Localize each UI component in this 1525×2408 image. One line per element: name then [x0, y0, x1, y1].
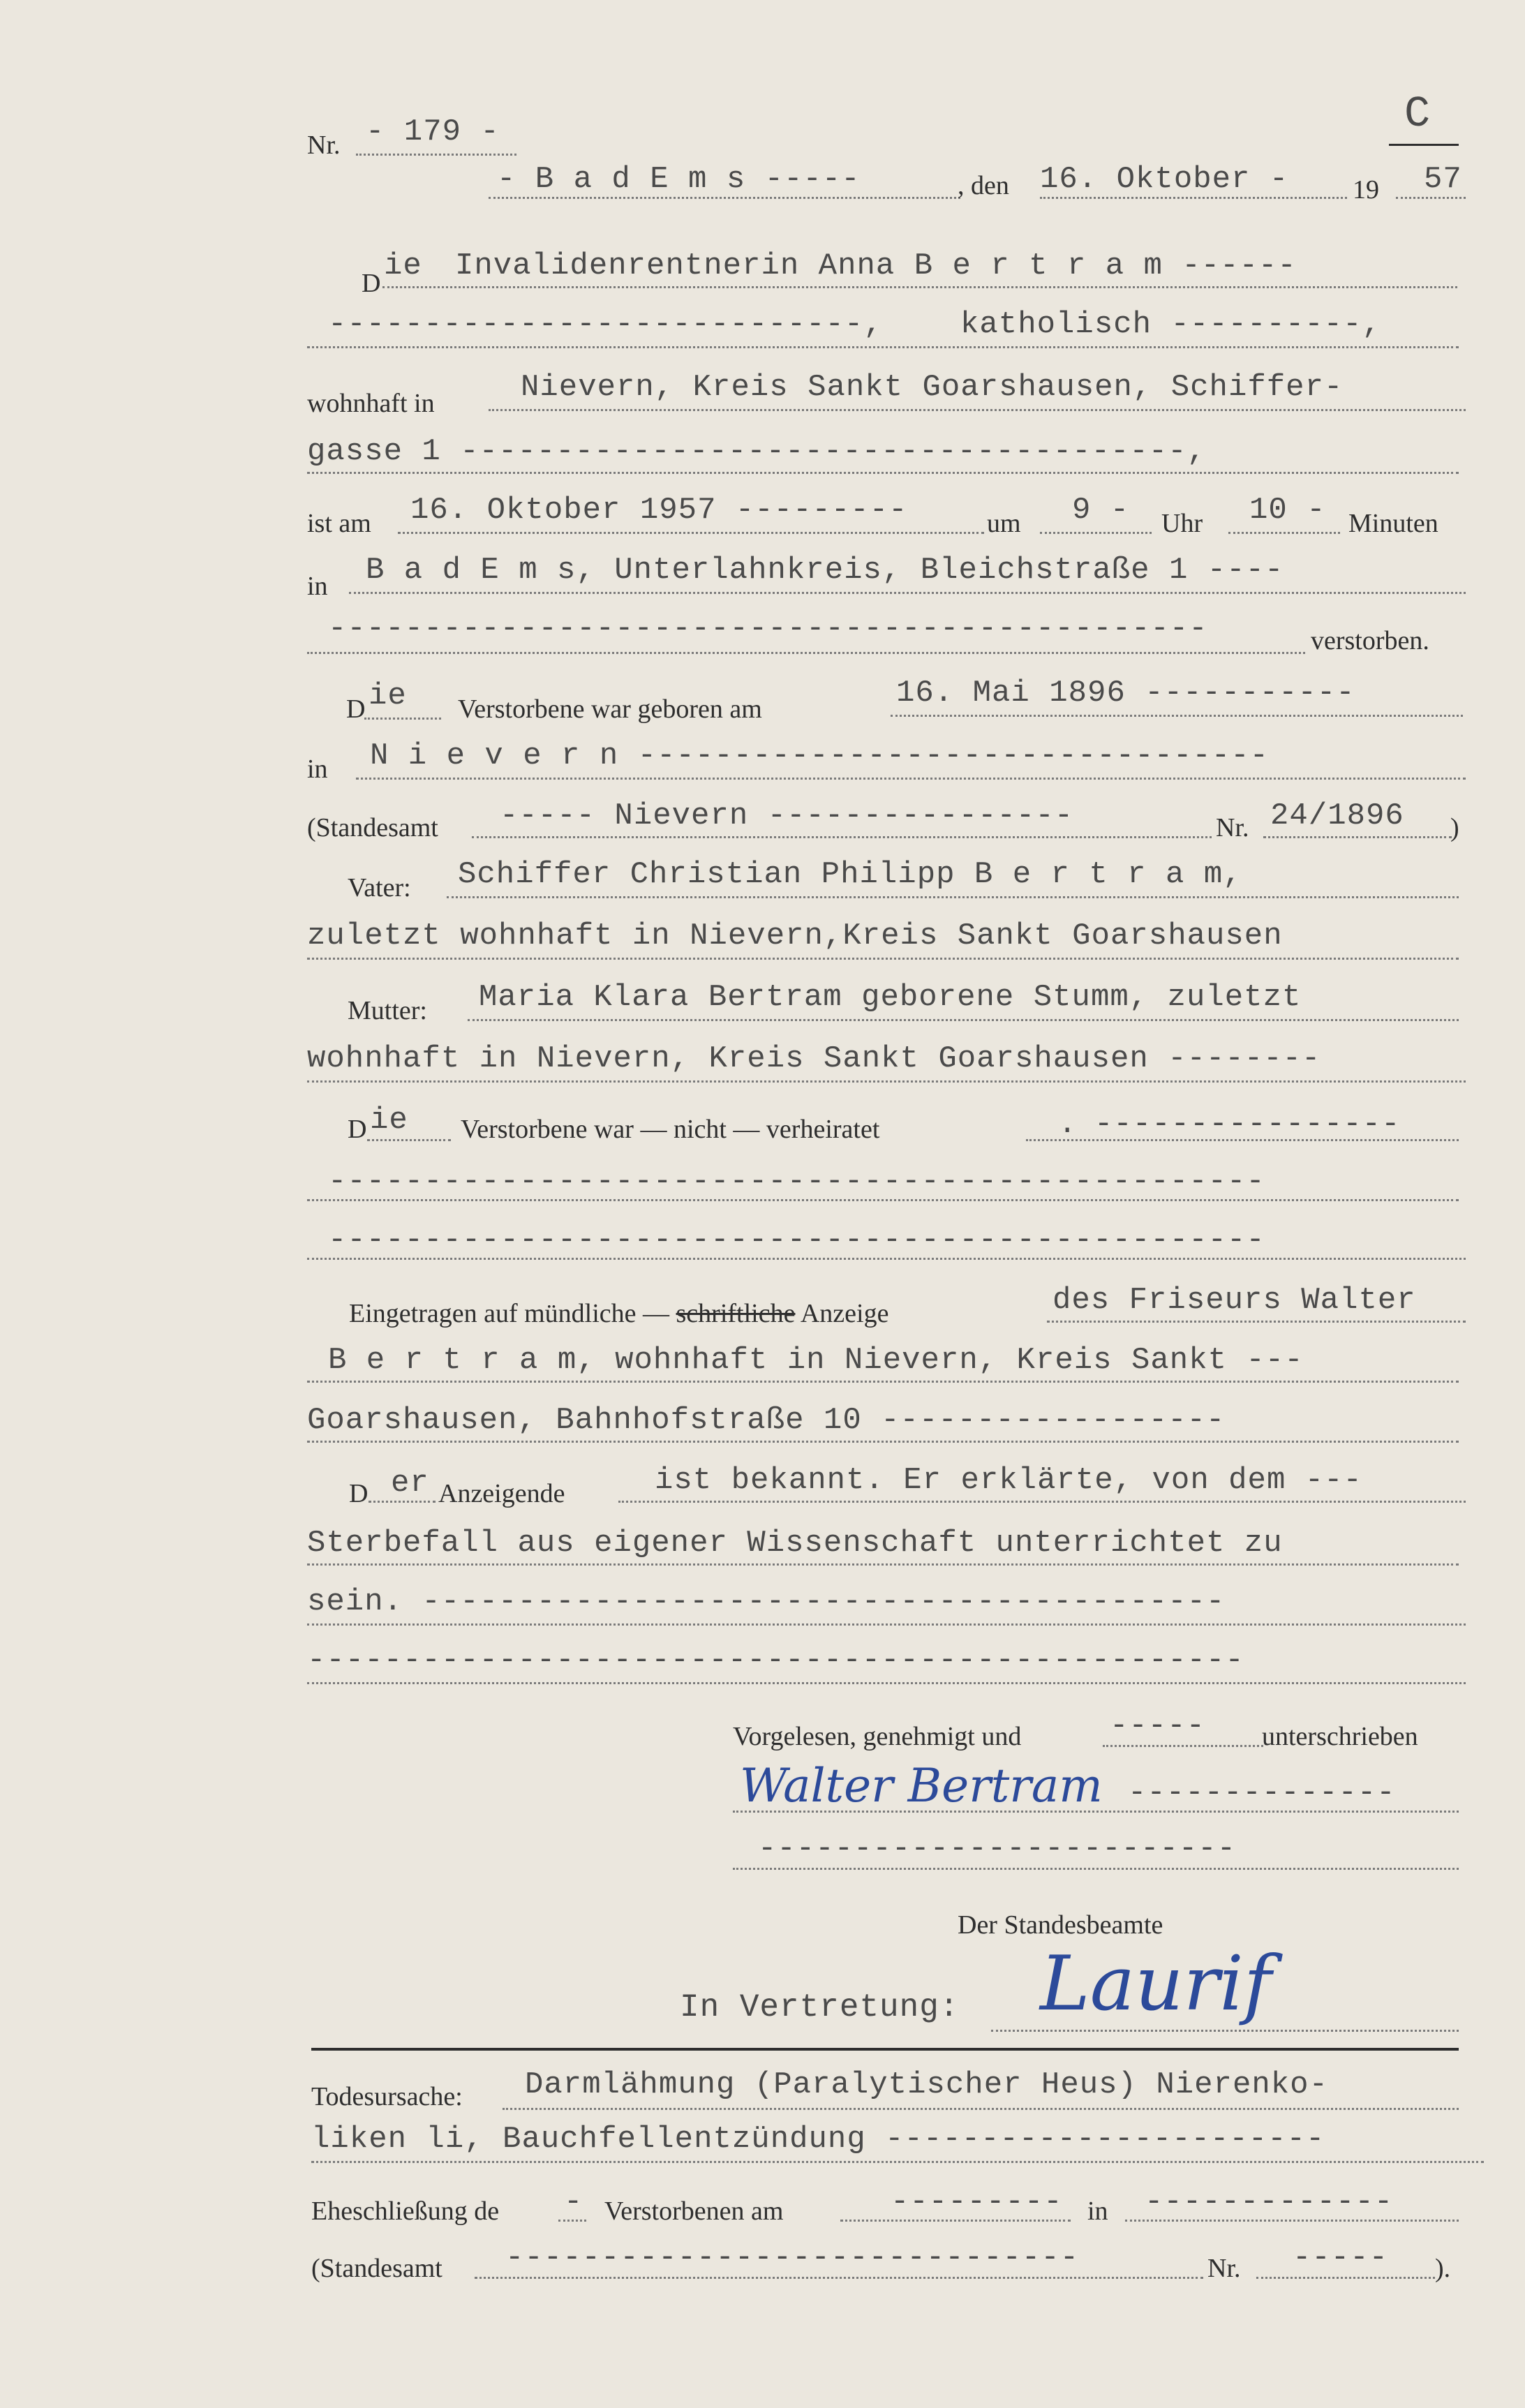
cause-line1: Darmlähmung (Paralytischer Heus) Nierenko- — [525, 2067, 1328, 2102]
sig-dotline1 — [733, 1811, 1459, 1813]
registration-label-start: Eingetragen auf mündliche — — [349, 1299, 670, 1328]
marriage-label: Verstorbene war — nicht — verheiratet — [461, 1115, 880, 1144]
ehe-de-dotline — [558, 2220, 586, 2222]
official-signature-dotline — [991, 2030, 1459, 2032]
informant-line2: B e r t r a m, wohnhaft in Nievern, Kreis Sankt --- — [328, 1343, 1304, 1378]
informant3-dotline — [307, 1441, 1459, 1443]
mutter2-dotline — [307, 1080, 1466, 1083]
death-date: 16. Oktober 1957 --------- — [410, 493, 908, 528]
marriage-dotline2 — [307, 1199, 1459, 1201]
death-place1-dotline — [349, 592, 1466, 594]
standesbeamte-label: Der Standesbeamte — [958, 1910, 1163, 1940]
anzeigende-d-prefix: D — [349, 1479, 369, 1508]
vorgelesen-end: unterschrieben — [1262, 1722, 1418, 1751]
religion: katholisch ----------, — [960, 307, 1381, 342]
footer-standesamt-label: (Standesamt — [311, 2254, 442, 2283]
informant2-dotline — [307, 1381, 1459, 1383]
footer-nr-dotline — [1256, 2277, 1435, 2279]
religion-dotline — [307, 346, 1459, 348]
informant-line3: Goarshausen, Bahnhofstraße 10 ------------------ — [307, 1403, 1226, 1438]
footer-standesamt-dotline — [475, 2277, 1203, 2279]
marriage-mark: . — [1058, 1107, 1078, 1142]
marriage-dotline1 — [1026, 1139, 1459, 1141]
statement1-dotline — [618, 1501, 1466, 1503]
date-dotline — [1040, 197, 1347, 199]
address2-dotline — [307, 472, 1459, 474]
ehe-date: --------- — [891, 2185, 1063, 2220]
minutes-dotline — [1228, 532, 1340, 534]
birth-d-prefix: D — [346, 694, 366, 724]
footer-close: ). — [1435, 2254, 1451, 2283]
birth-standesamt-dotline — [472, 836, 1212, 838]
vater1-dotline — [447, 896, 1459, 898]
den-label: , den — [958, 171, 1009, 200]
birth-nr-label: Nr. — [1216, 813, 1249, 842]
ehe-label-end: Verstorbenen am — [604, 2197, 784, 2226]
anzeigende-d-suffix: er — [391, 1466, 429, 1501]
ehe-place-dotline — [1125, 2220, 1459, 2222]
birth-nr-dotline — [1263, 836, 1452, 838]
address-line2: gasse 1 --------------------------------------, — [307, 434, 1207, 469]
vater2-dotline — [307, 958, 1459, 960]
vorgelesen-start: Vorgelesen, genehmigt und — [733, 1722, 1022, 1751]
header-date: 16. Oktober - — [1040, 162, 1289, 197]
birth-close: ) — [1450, 813, 1459, 842]
marriage-dashes1: ---------------- — [1094, 1107, 1401, 1142]
registration-label-struck: schriftliche — [676, 1299, 796, 1328]
mutter-label: Mutter: — [348, 996, 427, 1025]
deceased-d-suffix: ie — [384, 248, 422, 283]
vater-line2: zuletzt wohnhaft in Nievern,Kreis Sankt Goarshausen — [307, 919, 1283, 953]
informant-line1: des Friseurs Walter — [1052, 1283, 1416, 1318]
death-hour: 9 - — [1072, 493, 1130, 528]
birth-standesamt-value: ----- Nievern ---------------- — [500, 798, 1074, 833]
ehe-de-dash: - — [564, 2185, 583, 2220]
sig-dotline2 — [733, 1868, 1459, 1870]
mutter-line2: wohnhaft in Nievern, Kreis Sankt Goarshausen -------- — [307, 1041, 1321, 1076]
birth-d-suffix: ie — [369, 678, 407, 713]
ehe-label-start: Eheschließung de — [311, 2197, 500, 2226]
birth-label: Verstorbene war geboren am — [458, 694, 762, 724]
deceased-name-dotline — [382, 286, 1457, 288]
sig-dashes2: ------------------------- — [758, 1831, 1237, 1866]
address-line1: Nievern, Kreis Sankt Goarshausen, Schiffer- — [521, 370, 1344, 405]
uhr-label: Uhr — [1161, 509, 1203, 538]
birth-standesamt-label: (Standesamt — [307, 813, 438, 842]
statement3-dotline — [307, 1623, 1466, 1626]
death-place2-dotline — [307, 652, 1305, 654]
death-date-dotline — [398, 532, 984, 534]
address1-dotline — [489, 409, 1466, 411]
cause2-dotline — [311, 2161, 1484, 2163]
place-dotline — [489, 197, 960, 199]
registration-label-end: Anzeige — [800, 1299, 889, 1328]
statement-line4: ------------------------------------------------- — [307, 1643, 1244, 1678]
vater-label: Vater: — [348, 873, 411, 902]
sig-dashes1: -------------- — [1128, 1776, 1396, 1811]
cause1-dotline — [503, 2108, 1459, 2110]
marriage-dotline3 — [307, 1258, 1466, 1260]
corner-letter-underline — [1389, 144, 1459, 146]
official-signature: Laurif — [1040, 1940, 1272, 2028]
birth-place-dotline — [356, 778, 1466, 780]
vertretung-label: In Vertretung: — [680, 1989, 960, 2026]
minuten-label: Minuten — [1348, 509, 1438, 538]
nr-label: Nr. — [307, 131, 341, 160]
ehe-in-label: in — [1087, 2197, 1108, 2226]
deceased-name: Invalidenrentnerin Anna B e r t r a m ------ — [455, 248, 1297, 283]
anzeigende-label: Anzeigende — [438, 1479, 565, 1508]
corner-letter: C — [1404, 89, 1431, 139]
in-label: in — [307, 572, 328, 601]
todesursache-label: Todesursache: — [311, 2082, 463, 2111]
footer-nr-value: ----- — [1293, 2240, 1389, 2275]
footer-separator — [311, 2048, 1459, 2051]
death-minutes: 10 - — [1249, 493, 1326, 528]
birth-in-label: in — [307, 755, 328, 784]
informant-signature: Walter Bertram — [740, 1759, 1103, 1813]
marriage-d-prefix: D — [348, 1115, 367, 1144]
nr-value: - 179 - — [366, 114, 500, 149]
nr-dotline — [356, 154, 516, 156]
hour-dotline — [1040, 532, 1152, 534]
vorgelesen-dashes: ----- — [1110, 1709, 1206, 1744]
footer-standesamt-value: ------------------------------ — [505, 2240, 1080, 2275]
deceased-d-prefix: D — [362, 269, 381, 298]
cause-line2: liken li, Bauchfellentzündung ----------------------- — [311, 2122, 1325, 2157]
footer-nr-label: Nr. — [1207, 2254, 1241, 2283]
place-name: - B a d E m s ----- — [497, 162, 861, 197]
wohnhaft-label: wohnhaft in — [307, 389, 435, 418]
birth-nr-value: 24/1896 — [1270, 798, 1404, 833]
death-place-line1: B a d E m s, Unterlahnkreis, Bleichstraße 1 ---- — [366, 553, 1284, 588]
birth-date: 16. Mai 1896 ----------- — [896, 676, 1355, 711]
year-dotline — [1396, 197, 1466, 199]
deceased-line2-dashes: ----------------------------, — [328, 307, 883, 342]
ehe-date-dotline — [840, 2220, 1071, 2222]
informant1-dotline — [1047, 1321, 1466, 1323]
birth-d-dotline — [364, 718, 441, 720]
ist-am-label: ist am — [307, 509, 371, 538]
year-prefix: 19 — [1353, 175, 1379, 205]
vorgelesen-dotline — [1103, 1745, 1263, 1747]
mutter1-dotline — [468, 1019, 1459, 1021]
statement-line3: sein. ------------------------------------------ — [307, 1584, 1226, 1619]
um-label: um — [987, 509, 1021, 538]
birth-date-dotline — [891, 715, 1463, 717]
year-suffix: 57 — [1424, 162, 1462, 197]
statement-line1: ist bekannt. Er erklärte, von dem --- — [655, 1463, 1362, 1498]
verstorben-label: verstorben. — [1311, 626, 1429, 655]
statement-line2: Sterbefall aus eigener Wissenschaft unterrichtet zu — [307, 1526, 1283, 1561]
marriage-d-suffix: ie — [370, 1103, 408, 1138]
marriage-dashes2: ------------------------------------------------- — [328, 1164, 1265, 1199]
marriage-d-dotline — [367, 1139, 451, 1141]
marriage-dashes3: ------------------------------------------------- — [328, 1223, 1265, 1258]
anzeigende-d-dotline — [369, 1501, 436, 1503]
death-place-line2: ---------------------------------------------- — [328, 611, 1208, 646]
birth-place: N i e v e r n --------------------------------- — [370, 738, 1270, 773]
statement2-dotline — [307, 1563, 1459, 1566]
mutter-line1: Maria Klara Bertram geborene Stumm, zuletzt — [479, 980, 1302, 1015]
vater-line1: Schiffer Christian Philipp B e r t r a m, — [458, 857, 1242, 892]
statement4-dotline — [307, 1682, 1466, 1684]
registration-label — [349, 1298, 888, 1329]
ehe-place: ------------- — [1145, 2185, 1394, 2220]
